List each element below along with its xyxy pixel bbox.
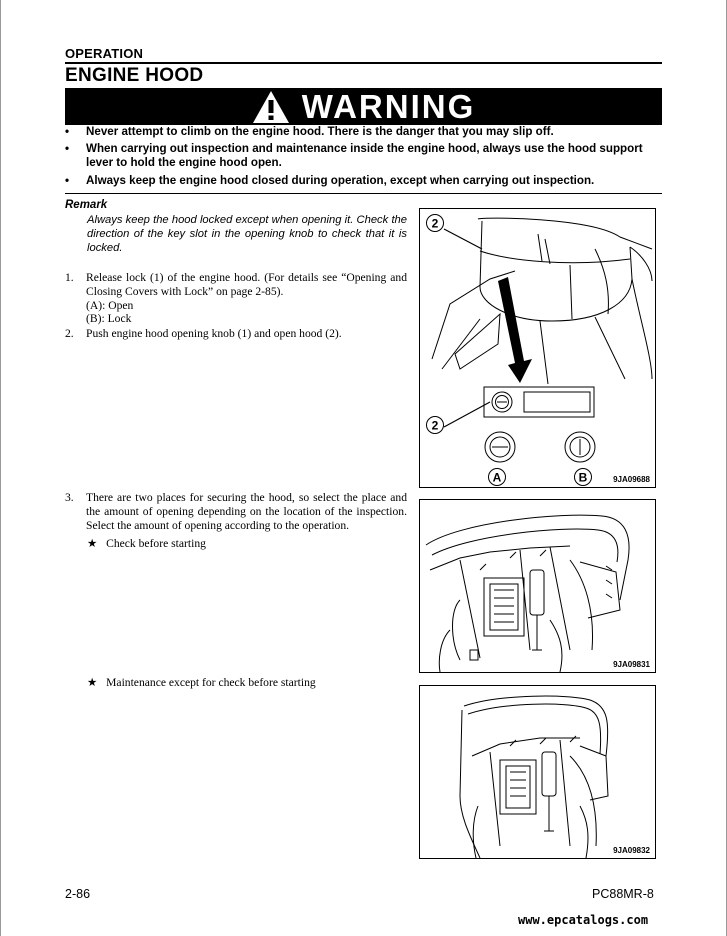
warning-list	[65, 125, 662, 191]
engine-compartment-illustration	[420, 500, 655, 672]
hood-lock-illustration	[420, 209, 655, 487]
page-title: ENGINE HOOD	[65, 65, 204, 86]
figure-id: 9JA09688	[613, 475, 650, 484]
star-note-maintenance: ★ Maintenance except for check before starting	[87, 676, 316, 689]
section-label: OPERATION	[65, 46, 144, 61]
callout-hood: 2	[431, 216, 439, 231]
watermark: www.epcatalogs.com	[518, 913, 649, 927]
model-name: PC88MR-8	[592, 887, 654, 901]
callout-open: A	[492, 470, 502, 485]
bullet-glyph: •	[65, 173, 70, 187]
bullet-glyph: •	[65, 125, 70, 138]
page-number: 2-86	[65, 887, 91, 901]
step-2: 2. Push engine hood opening knob (1) and open hood (2).	[65, 327, 342, 340]
header-rule	[65, 62, 662, 64]
figure-id: 9JA09831	[613, 660, 650, 669]
step-number: 3.	[65, 491, 74, 504]
step-1: 1. Release lock (1) of the engine hood. (For details see “Opening and Closing Covers with Lock” on page 2-85). (A): Open (B): Lock	[65, 271, 407, 326]
star-icon: ★	[87, 676, 98, 689]
remark-heading: Remark	[65, 199, 108, 211]
step-3: 3. There are two places for securing the hood, so select the place and the amount of opening depending on the location of the inspection. Select the amount of opening according to the operation.	[65, 491, 407, 532]
engine-compartment-illustration	[420, 686, 655, 858]
warning-item: • Always keep the engine hood closed during operation, except when carrying out inspection.	[65, 173, 595, 187]
step-number: 2.	[65, 327, 74, 340]
warning-item: • Never attempt to climb on the engine hood. There is the danger that you may slip off.	[65, 125, 554, 138]
warning-triangle-icon	[252, 90, 290, 124]
step-number: 1.	[65, 271, 74, 284]
figure-hood-open-maintenance	[419, 685, 656, 859]
callout-hood-knob: 2	[431, 418, 439, 433]
remark-text: Always keep the hood locked except when opening it. Check the direction of the key slot in the opening knob to check that it is locked.	[87, 214, 407, 254]
callout-lock: B	[578, 470, 588, 485]
warning-banner	[65, 88, 662, 125]
warning-rule	[65, 193, 662, 194]
warning-item: • When carrying out inspection and maintenance inside the engine hood, always use the hood support lever to hold the engine hood open.	[65, 142, 643, 170]
figure-hood-lock	[419, 208, 656, 488]
figure-id: 9JA09832	[613, 846, 650, 855]
warning-label: WARNING	[301, 87, 476, 125]
figure-hood-open-check	[419, 499, 656, 673]
star-icon: ★	[87, 537, 98, 550]
star-note-check: ★ Check before starting	[87, 537, 206, 550]
bullet-glyph: •	[65, 142, 70, 156]
